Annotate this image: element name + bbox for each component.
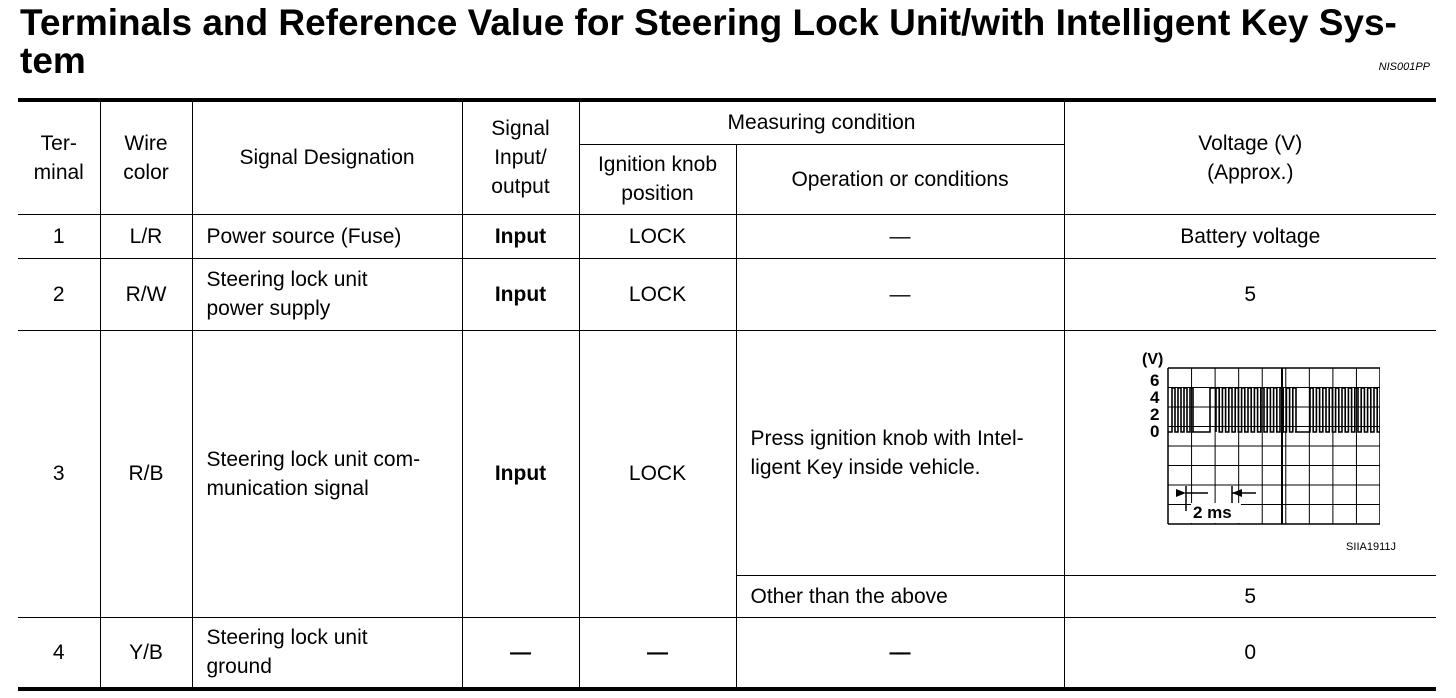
cell-terminal: 2 — [18, 258, 100, 330]
table-row — [18, 258, 1436, 330]
terminal-reference-table — [18, 98, 1436, 691]
cell-wire: Y/B — [100, 617, 192, 689]
header-operation: Operation or conditions — [736, 144, 1064, 214]
cell-designation: Steering lock unit ground — [192, 617, 462, 689]
cell-io: Input — [462, 330, 579, 617]
cell-io: — — [462, 617, 579, 689]
header-terminal: Ter- minal — [18, 100, 100, 214]
oscilloscope-waveform — [1120, 346, 1380, 531]
waveform-y-label: 2 — [1150, 404, 1160, 424]
cell-ignition: LOCK — [579, 214, 736, 258]
header-voltage: Voltage (V) (Approx.) — [1064, 100, 1436, 214]
cell-operation: Other than the above — [736, 575, 1064, 617]
page-title — [20, 4, 1420, 80]
cell-operation: — — [736, 617, 1064, 689]
waveform-y-label: 6 — [1150, 370, 1160, 390]
cell-terminal: 4 — [18, 617, 100, 689]
cell-voltage: Battery voltage — [1064, 214, 1436, 258]
waveform-y-label: 4 — [1150, 387, 1160, 407]
cell-designation: Steering lock unit power supply — [192, 258, 462, 330]
waveform-y-label: 0 — [1150, 421, 1160, 441]
cell-terminal: 1 — [18, 214, 100, 258]
cell-wire: L/R — [100, 214, 192, 258]
waveform-unit: (V) — [1142, 350, 1164, 368]
table-row — [18, 330, 1436, 575]
header-signal-io: Signal Input/ output — [462, 100, 579, 214]
cell-operation: Press ignition knob with Intel- ligent Key inside vehicle. — [736, 330, 1064, 575]
table-row — [18, 617, 1436, 689]
waveform-trace — [1168, 388, 1380, 432]
cell-designation: Power source (Fuse) — [192, 214, 462, 258]
title-line-1: Terminals and Reference Value for Steering Lock Unit/with Intelligent Key Sys- — [20, 2, 1397, 43]
document-id: NIS001PP — [1378, 61, 1430, 73]
header-measuring-condition: Measuring condition — [579, 100, 1064, 144]
cell-io: Input — [462, 258, 579, 330]
title-line-2: tem — [20, 40, 86, 81]
cell-designation: Steering lock unit com- munication signal — [192, 330, 462, 617]
cell-ignition: LOCK — [579, 258, 736, 330]
header-signal-designation: Signal Designation — [192, 100, 462, 214]
cell-waveform — [1064, 330, 1436, 575]
cell-wire: R/B — [100, 330, 192, 617]
table-row — [18, 214, 1436, 258]
cell-operation: — — [736, 258, 1064, 330]
cell-ignition: — — [579, 617, 736, 689]
cell-voltage: 5 — [1064, 575, 1436, 617]
cell-operation: — — [736, 214, 1064, 258]
cell-ignition: LOCK — [579, 330, 736, 617]
cell-terminal: 3 — [18, 330, 100, 617]
cell-voltage: 0 — [1064, 617, 1436, 689]
figure-id: SIIA1911J — [1346, 540, 1396, 553]
cell-io: Input — [462, 214, 579, 258]
cell-wire: R/W — [100, 258, 192, 330]
header-wire-color: Wire color — [100, 100, 192, 214]
header-ignition-knob: Ignition knob position — [579, 144, 736, 214]
cell-voltage: 5 — [1064, 258, 1436, 330]
time-scale-label: 2 ms — [1193, 502, 1232, 522]
